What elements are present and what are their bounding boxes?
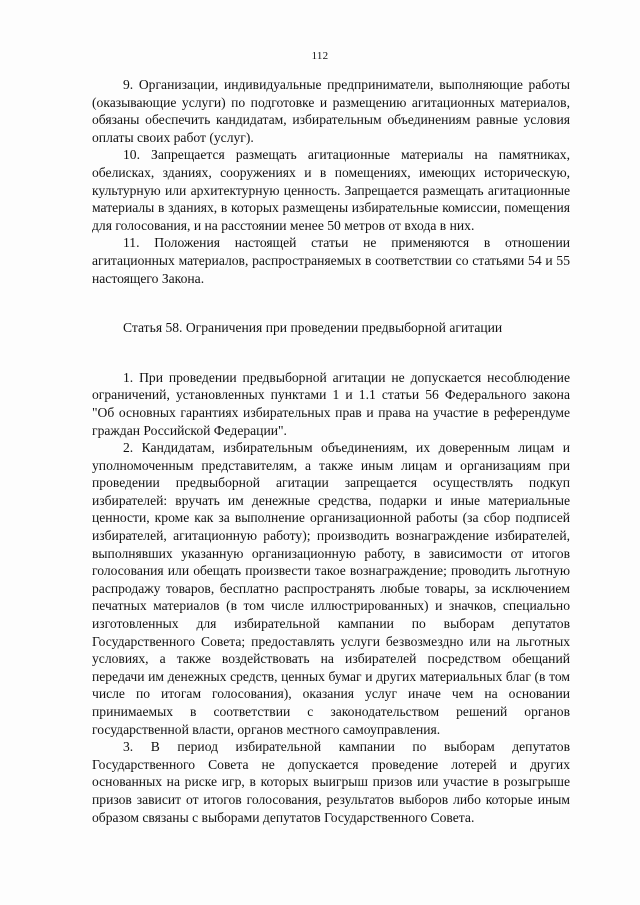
paragraph-11: 11. Положения настоящей статьи не применяются в отношении агитационных материалов, распространяемых в соответствии со статьями 54 и 55 настоящего Закона.: [92, 235, 570, 286]
document-body: [92, 76, 570, 826]
page-number: 112: [311, 50, 329, 62]
paragraph-10: 10. Запрещается размещать агитационные материалы на памятниках, обелисках, зданиях, сооружениях и в помещениях, имеющих историческую, культурную или архитектурную ценность. Запрещается размещать агитационные материалы в зданиях, в которых размещены избирательные комиссии, помещения для голосования, и на расстоянии менее 50 метров от входа в них.: [92, 147, 570, 233]
article-58-paragraph-1: 1. При проведении предвыборной агитации не допускается несоблюдение ограничений, установленных пунктами 1 и 1.1 статьи 56 Федерального закона "Об основных гарантиях избирательных прав и права на участие в референдуме граждан Российской Федерации".: [92, 369, 570, 438]
article-58-heading: Статья 58. Ограничения при проведении предвыборной агитации: [123, 320, 503, 336]
paragraph-9: 9. Организации, индивидуальные предприниматели, выполняющие работы (оказывающие услуги) по подготовке и размещению агитационных материалов, обязаны обеспечить кандидатам, избирательным объединениям равные условия оплаты своих работ (услуг).: [92, 77, 570, 145]
article-58-paragraph-3: 3. В период избирательной кампании по выборам депутатов Государственного Совета не допускается проведение лотерей и других основанных на риске игр, в которых выигрыш призов или участие в розыгрыше призов зависит от итогов голосования, результатов выборов либо которые иным образом связаны с выборами депутатов Государственного Совета.: [92, 739, 570, 825]
article-58-paragraph-2: 2. Кандидатам, избирательным объединениям, их доверенным лицам и уполномоченным представителям, а также иным лицам и организациям при проведении предвыборной агитации запрещается осуществлять подкуп избирателей: вручать им денежные средства, подарки и иные материальные ценности, кроме как за выполнение организационной работы (за сбор подписей избирателей, агитационную работу); производить вознаграждение избирателей, выполнявших указанную организационную работу, в зависимости от итогов голосования или обещать произвести такое вознаграждение; проводить льготную распродажу товаров, бесплатно распространять любые товары, за исключением печатных материалов (в том числе иллюстрированных) и значков, специально изготовленных для избирательной кампании по выборам депутатов Государственного Совета; предоставлять услуги безвозмездно или на льготных условиях, а также воздействовать на избирателей посредством обещаний передачи им денежных средств, ценных бумаг и других материальных благ (в том числе по итогам голосования), оказания услуг иначе чем на основании принимаемых в соответствии с законодательством решений органов государственной власти, органов местного самоуправления.: [92, 440, 570, 737]
